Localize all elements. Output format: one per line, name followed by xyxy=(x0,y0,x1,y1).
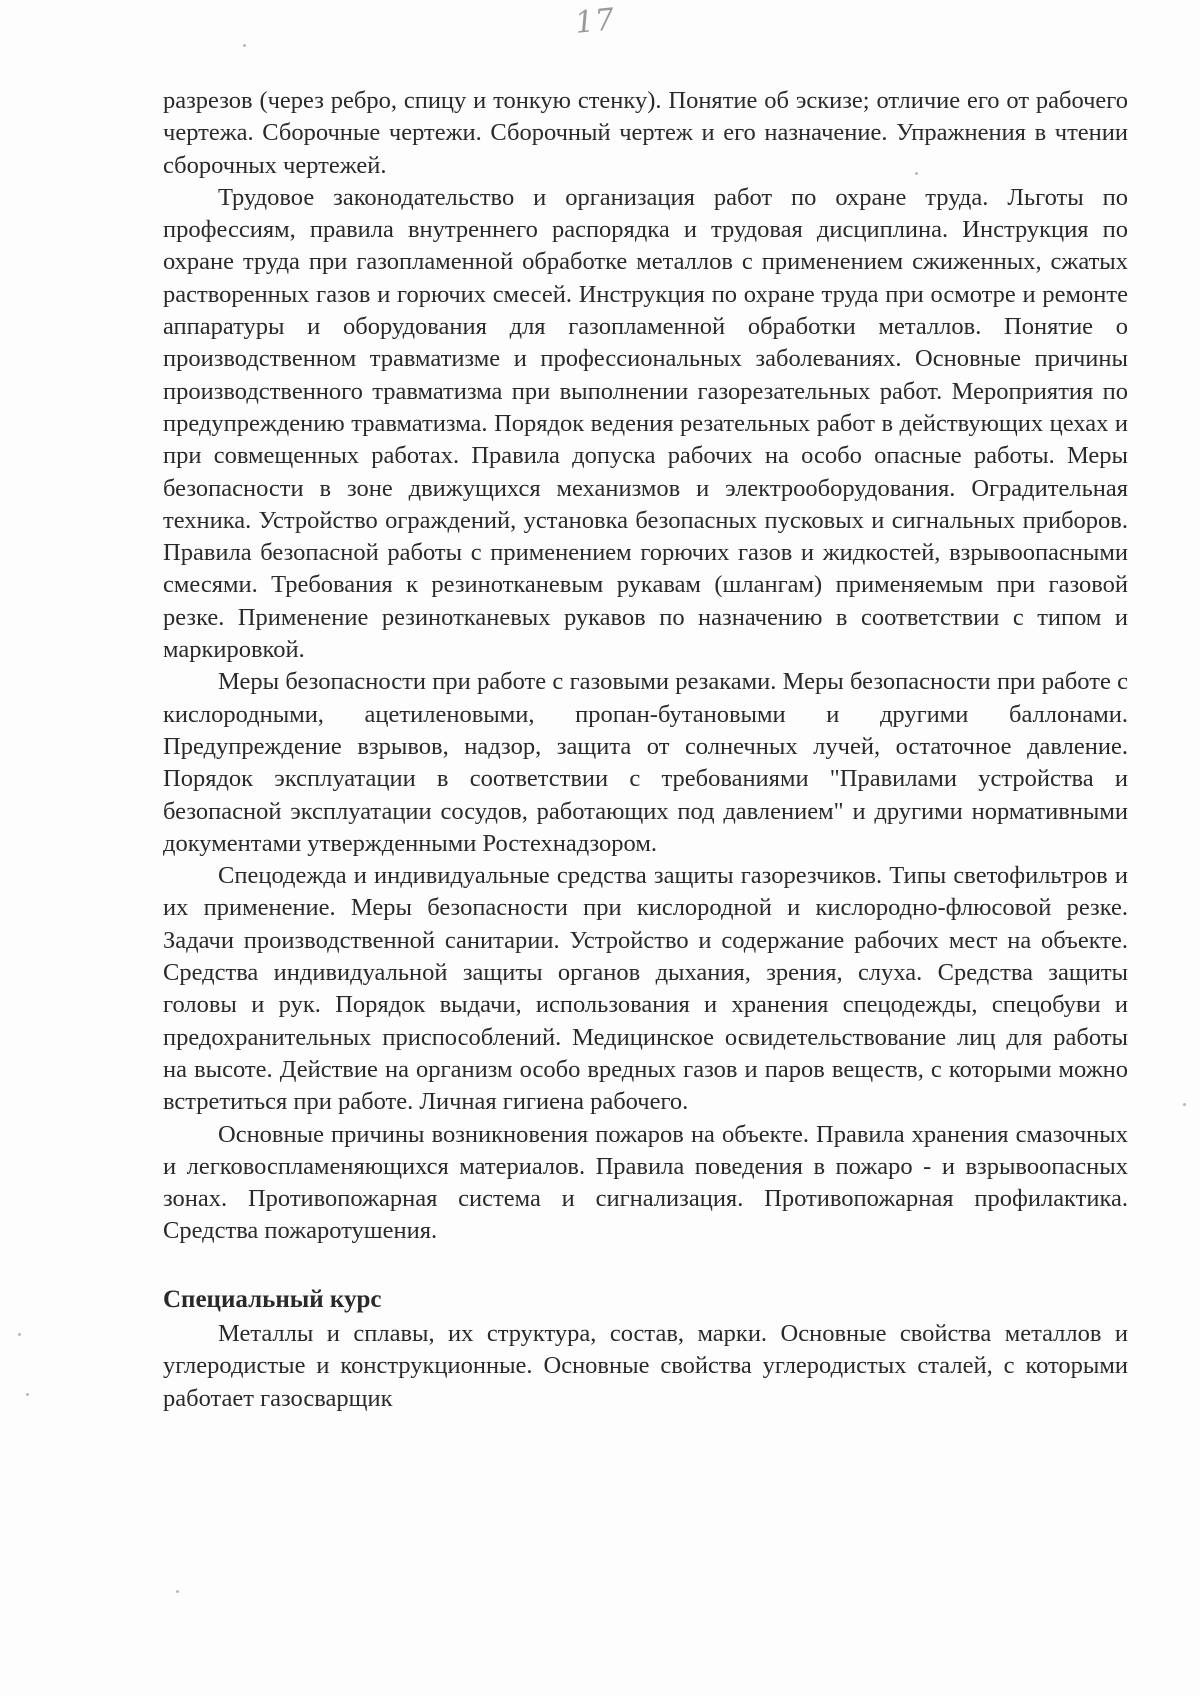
paragraph-protective-equipment: Спецодежда и индивидуальные средства защиты газорезчиков. Типы светофильтров и их применение. Меры безопасности при кислородной и кислородно-флюсовой резке. Задачи производственной санитарии. Устройство и содержание рабочих мест на объекте. Средства индивидуальной защиты органов дыхания, зрения, слуха. Средства защиты головы и рук. Порядок выдачи, использования и хранения спецодежды, спецобуви и предохранительных приспособлений. Медицинское освидетельствование лиц для работы на высоте. Действие на организм особо вредных газов и паров веществ, с которыми можно встретиться при работе. Личная гигиена рабочего. xyxy=(163,862,1128,1116)
paragraph-labor-safety: Трудовое законодательство и организация работ по охране труда. Льготы по профессиям, правила внутреннего распорядка и трудовая дисциплина. Инструкция по охране труда при газопламенной обработке металлов с применением сжиженных, сжатых растворенных газов и горючих смесей. Инструкция по охране труда при осмотре и ремонте аппаратуры и оборудования для газопламенной обработки металлов. Понятие о производственном травматизме и профессиональных заболеваниях. Основные причины производственного травматизма при выполнении газорезательных работ. Мероприятия по предупреждению травматизма. Порядок ведения резательных работ в действующих цехах и при совмещенных работах. Правила допуска рабочих на особо опасные работы. Меры безопасности в зоне движущихся механизмов и электрооборудования. Оградительная техника. Устройство ограждений, установка безопасных пусковых и сигнальных приборов. Правила безопасной работы с применением горючих газов и жидкостей, взрывоопасными смесями. Требования к резинотканевым рукавам (шлангам) применяемым при газовой резке. Применение резинотканевых рукавов по назначению в соответствии с типом и маркировкой. xyxy=(163,183,1128,664)
scan-speck xyxy=(18,1333,21,1336)
document-body xyxy=(163,85,1128,1415)
paragraph-fire-safety: Основные причины возникновения пожаров на объекте. Правила хранения смазочных и легковоспламеняющихся материалов. Правила поведения в пожаро - и взрывоопасных зонах. Противопожарная система и сигнализация. Противопожарная профилактика. Средства пожаротушения. xyxy=(163,1120,1128,1245)
scan-speck xyxy=(915,172,918,175)
paragraph-special-course: Металлы и сплавы, их структура, состав, марки. Основные свойства металлов и углеродистые и конструкционные. Основные свойства углеродистых сталей, с которыми работает газосварщик xyxy=(163,1319,1128,1412)
section-heading: Специальный курс xyxy=(163,1285,382,1313)
scan-speck xyxy=(243,44,246,47)
scan-speck xyxy=(176,1590,179,1593)
scan-speck xyxy=(1183,1103,1186,1106)
paragraph-cutter-safety: Меры безопасности при работе с газовыми резаками. Меры безопасности при работе с кислородными, ацетиленовыми, пропан-бутановыми и другими баллонами. Предупреждение взрывов, надзор, защита от солнечных лучей, остаточное давление. Порядок эксплуатации в соответствии с требованиями "Правилами устройства и безопасной эксплуатации сосудов, работающих под давлением" и другими нормативными документами утвержденными Ростехнадзором. xyxy=(163,668,1128,857)
scan-speck xyxy=(26,1393,29,1396)
paragraph-continuation: разрезов (через ребро, спицу и тонкую стенку). Понятие об эскизе; отличие его от рабочего чертежа. Сборочные чертежи. Сборочный чертеж и его назначение. Упражнения в чтении сборочных чертежей. xyxy=(163,87,1128,179)
page-number: 17 xyxy=(573,1,617,42)
